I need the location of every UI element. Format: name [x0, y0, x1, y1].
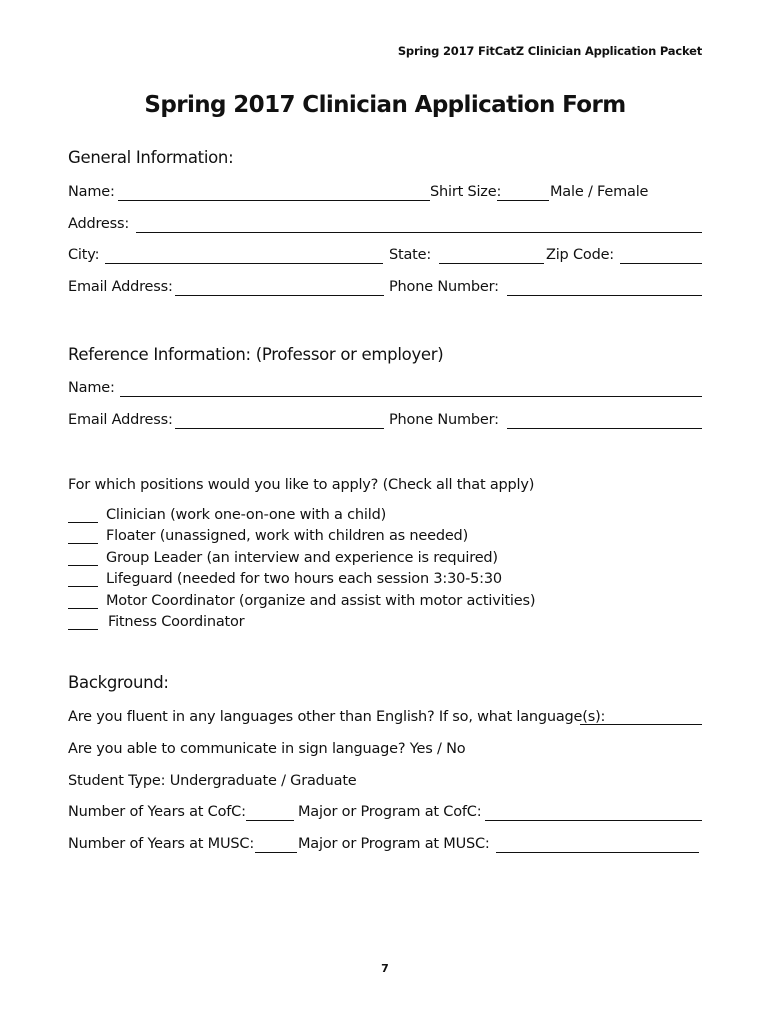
position-checkbox-motor-coordinator[interactable]: [68, 608, 98, 609]
position-label-motor-coordinator: Motor Coordinator (organize and assist with motor activities): [106, 593, 536, 609]
page-number: 7: [381, 962, 389, 975]
reference-phone-label: Phone Number:: [389, 412, 499, 428]
zip-code-label: Zip Code:: [546, 247, 614, 263]
positions-question: For which positions would you like to apply? (Check all that apply): [68, 477, 535, 493]
email-field[interactable]: [175, 295, 384, 296]
gender-options[interactable]: Male / Female: [550, 184, 649, 200]
position-checkbox-clinician[interactable]: [68, 522, 98, 523]
major-cofc-label: Major or Program at CofC:: [298, 804, 482, 820]
address-field[interactable]: [136, 232, 702, 233]
position-checkbox-group-leader[interactable]: [68, 565, 98, 566]
state-label: State:: [389, 247, 432, 263]
shirt-size-field[interactable]: [497, 200, 549, 201]
years-musc-label: Number of Years at MUSC:: [68, 836, 255, 852]
reference-name-label: Name:: [68, 380, 115, 396]
student-type[interactable]: Student Type: Undergraduate / Graduate: [68, 773, 357, 789]
background-heading: Background:: [68, 673, 169, 692]
phone-label: Phone Number:: [389, 279, 499, 295]
position-label-group-leader: Group Leader (an interview and experience is required): [106, 550, 498, 566]
form-title: Spring 2017 Clinician Application Form: [144, 92, 626, 118]
languages-field[interactable]: [580, 724, 702, 725]
position-label-floater: Floater (unassigned, work with children as needed): [106, 528, 469, 544]
page-header: Spring 2017 FitCatZ Clinician Application Packet: [397, 44, 702, 58]
position-label-clinician: Clinician (work one-on-one with a child): [106, 507, 387, 523]
phone-field[interactable]: [507, 295, 702, 296]
reference-email-label: Email Address:: [68, 412, 173, 428]
major-musc-label: Major or Program at MUSC:: [298, 836, 490, 852]
reference-info-heading: Reference Information: (Professor or employer): [68, 345, 444, 364]
general-info-heading: General Information:: [68, 148, 234, 167]
reference-phone-field[interactable]: [507, 428, 702, 429]
sign-language-question[interactable]: Are you able to communicate in sign language? Yes / No: [68, 741, 466, 757]
position-checkbox-fitness-coordinator[interactable]: [68, 629, 98, 630]
position-checkbox-floater[interactable]: [68, 543, 98, 544]
city-field[interactable]: [105, 263, 383, 264]
reference-name-field[interactable]: [120, 396, 702, 397]
email-label: Email Address:: [68, 279, 173, 295]
address-label: Address:: [68, 216, 130, 232]
state-field[interactable]: [439, 263, 544, 264]
position-label-fitness-coordinator: Fitness Coordinator: [108, 614, 245, 630]
reference-email-field[interactable]: [175, 428, 384, 429]
years-cofc-label: Number of Years at CofC:: [68, 804, 246, 820]
years-cofc-field[interactable]: [246, 820, 294, 821]
languages-question: Are you fluent in any languages other than English? If so, what language(s):: [68, 709, 606, 725]
shirt-size-label: Shirt Size:: [430, 184, 502, 200]
major-cofc-field[interactable]: [485, 820, 702, 821]
city-label: City:: [68, 247, 100, 263]
name-label: Name:: [68, 184, 115, 200]
zip-code-field[interactable]: [620, 263, 702, 264]
major-musc-field[interactable]: [496, 852, 699, 853]
years-musc-field[interactable]: [255, 852, 297, 853]
position-label-lifeguard: Lifeguard (needed for two hours each session 3:30-5:30: [106, 571, 502, 587]
name-field[interactable]: [118, 200, 430, 201]
position-checkbox-lifeguard[interactable]: [68, 586, 98, 587]
